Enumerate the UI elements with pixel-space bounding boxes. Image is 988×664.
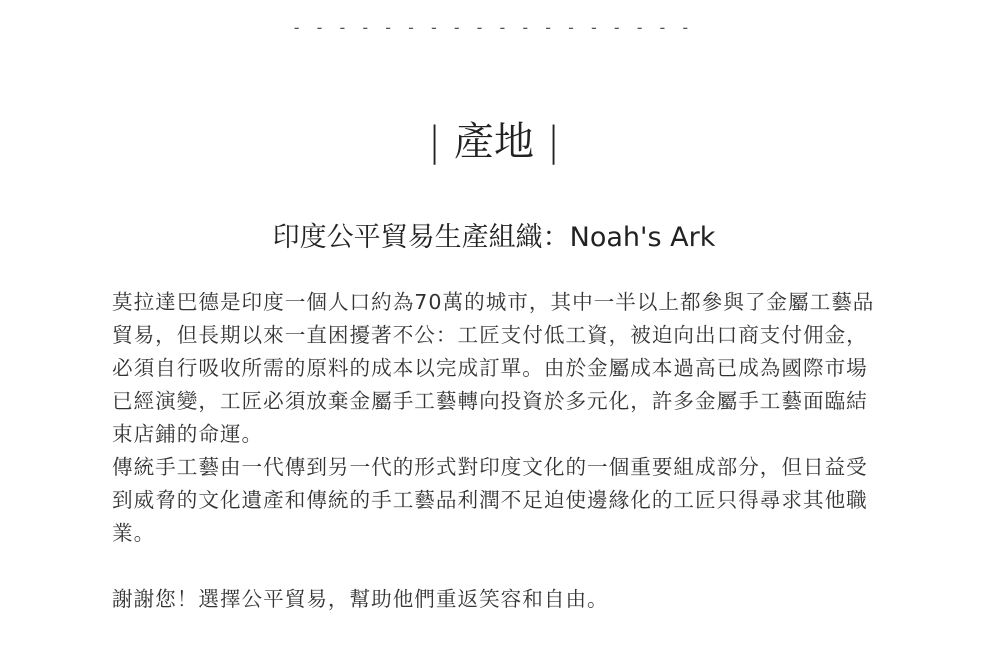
paragraph-tradition: 傳統手工藝由一代傳到另一代的形式對印度文化的一個重要組成部分，但日益受到威脅的文化遺產和傳統的手工藝品利潤不足迫使邊緣化的工匠只得尋求其他職業。 <box>112 455 868 545</box>
section-title <box>0 112 988 172</box>
article-body <box>112 286 876 616</box>
paragraph-thanks: 謝謝您！選擇公平貿易，幫助他們重返笑容和自由。 <box>112 587 609 611</box>
top-dashed-divider: - - - - - - - - - - - - - - - - - - <box>293 18 695 37</box>
section-title-text: 產地 <box>454 119 534 165</box>
title-bar-right: | <box>546 119 561 165</box>
paragraph-origin: 莫拉達巴德是印度一個人口約為70萬的城市，其中一半以上都參與了金屬工藝品貿易，但長期以來一直困擾著不公：工匠支付低工資，被迫向出口商支付佣金，必須自行吸收所需的原料的成本以完成訂單。由於金屬成本過高已成為國際市場已經演變，工匠必須放棄金屬手工藝轉向投資於多元化，許多金屬手工藝面臨結束店鋪的命運。 <box>112 290 875 446</box>
organization-subtitle: 印度公平貿易生產組織：Noah's Ark <box>272 222 716 253</box>
title-bar-left: | <box>427 119 442 165</box>
